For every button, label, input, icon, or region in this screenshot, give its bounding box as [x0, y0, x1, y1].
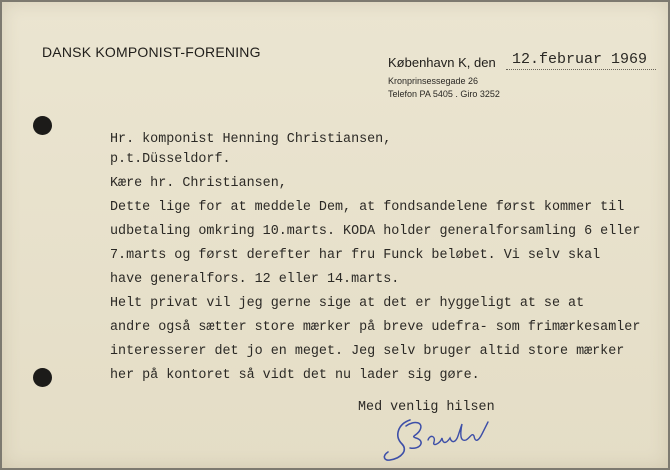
body-line: udbetaling omkring 10.marts. KODA holder generalforsamling 6 eller — [110, 224, 641, 239]
body-line: 7.marts og først derefter har fru Funck beløbet. Vi selv skal — [110, 248, 601, 263]
place-label: København K, den — [388, 55, 496, 70]
letter-sheet — [2, 2, 668, 468]
salutation: Kære hr. Christiansen, — [110, 176, 287, 191]
handwritten-signature — [380, 414, 500, 466]
organization-name: DANSK KOMPONIST-FORENING — [42, 44, 261, 60]
phone-line: Telefon PA 5405 . Giro 3252 — [388, 89, 500, 99]
address-line: Kronprinsessegade 26 — [388, 76, 479, 86]
recipient-line-1: Hr. komponist Henning Christiansen, — [110, 132, 392, 147]
letter-date: 12.februar 1969 — [512, 51, 648, 68]
body-line: Dette lige for at meddele Dem, at fondsandelene først kommer til — [110, 200, 625, 215]
closing-line: Med venlig hilsen — [358, 400, 495, 415]
punch-hole-bottom — [33, 368, 52, 387]
recipient-line-2: p.t.Düsseldorf. — [110, 152, 231, 167]
body-line: Helt privat vil jeg gerne sige at det er hyggeligt at se at — [110, 296, 585, 311]
body-line: her på kontoret så vidt det nu lader sig gøre. — [110, 368, 480, 383]
date-dotted-line — [506, 69, 656, 70]
punch-hole-top — [33, 116, 52, 135]
body-line: interesserer det jo en meget. Jeg selv bruger altid store mærker — [110, 344, 625, 359]
body-line: have generalfors. 12 eller 14.marts. — [110, 272, 400, 287]
body-line: andre også sætter store mærker på breve udefra- som frimærkesamler — [110, 320, 641, 335]
